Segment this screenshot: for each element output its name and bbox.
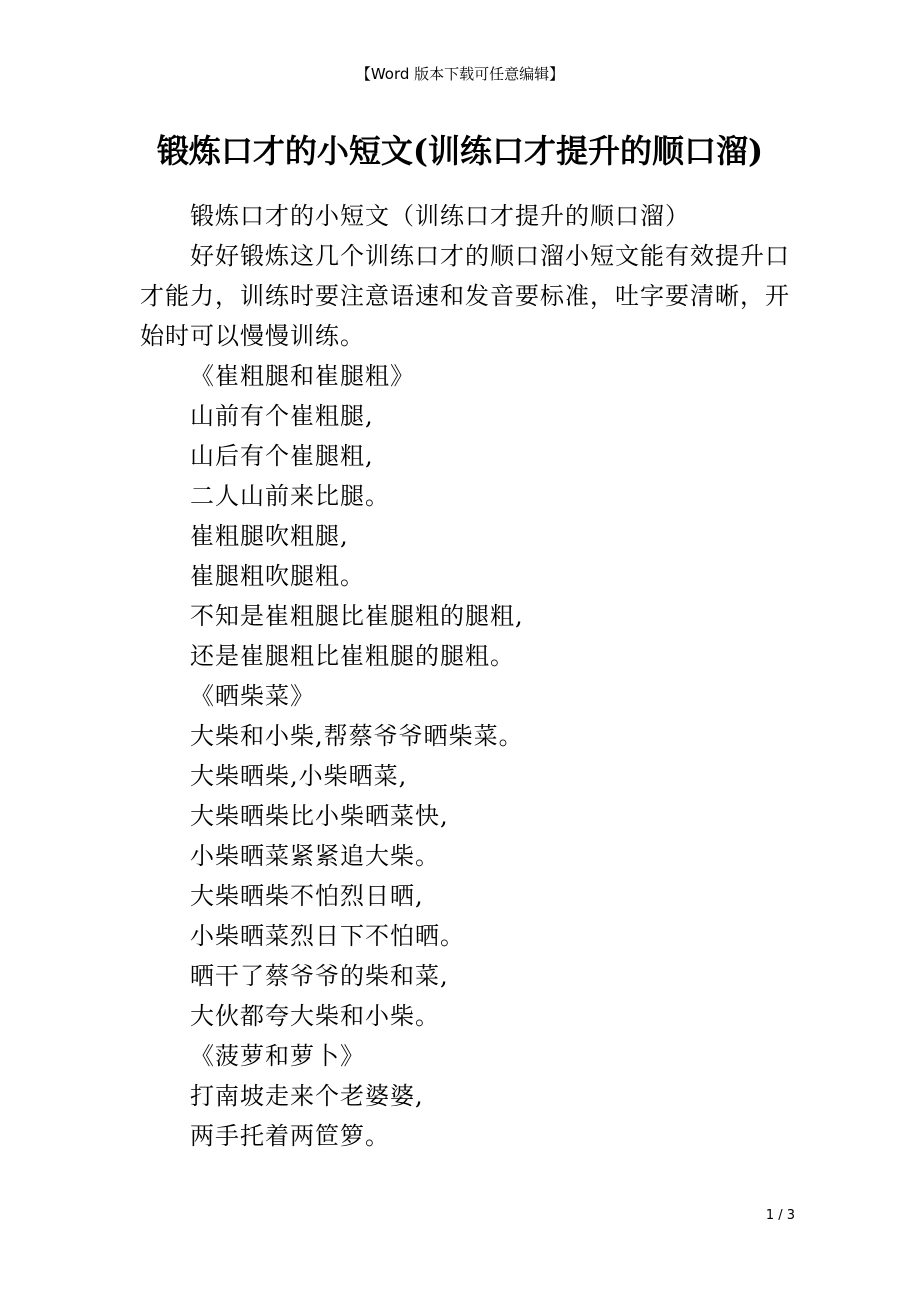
- poem-line: 大柴和小柴,帮蔡爷爷晒柴菜。: [190, 722, 524, 750]
- poem-line: 大柴晒柴,小柴晒菜,: [190, 762, 408, 790]
- poem-line: 两手托着两笸箩。: [190, 1122, 390, 1150]
- poem-title: 《晒柴菜》: [190, 682, 315, 710]
- poem-line: 崔粗腿吹粗腿,: [190, 522, 349, 550]
- poem-title: 《崔粗腿和崔腿粗》: [190, 362, 415, 390]
- poem-line: 山后有个崔腿粗,: [190, 442, 374, 470]
- poem-line: 还是崔腿粗比崔粗腿的腿粗。: [190, 642, 515, 670]
- document-title: 锻炼口才的小短文(训练口才提升的顺口溜): [156, 132, 764, 170]
- poem-line: 大伙都夸大柴和小柴。: [190, 1002, 440, 1030]
- poem-line: 小柴晒菜烈日下不怕晒。: [190, 922, 465, 950]
- poem-line: 二人山前来比腿。: [190, 482, 390, 510]
- poem-line: 崔腿粗吹腿粗。: [190, 562, 365, 590]
- poem-line: 小柴晒菜紧紧追大柴。: [190, 842, 440, 870]
- document-body: [140, 196, 790, 1156]
- page-number: 1 / 3: [765, 1208, 795, 1223]
- poem-title: 《菠萝和萝卜》: [190, 1042, 365, 1070]
- poem-line: 大柴晒柴不怕烈日晒,: [190, 882, 424, 910]
- poem-line: 山前有个崔粗腿,: [190, 402, 374, 430]
- header-banner: 【Word 版本下载可任意编辑】: [355, 65, 565, 83]
- paragraph: 锻炼口才的小短文（训练口才提升的顺口溜）: [190, 202, 690, 230]
- poem-line: 大柴晒柴比小柴晒菜快,: [190, 802, 449, 830]
- paragraph: 好好锻炼这几个训练口才的顺口溜小短文能有效提升口才能力，训练时要注意语速和发音要标准，吐字要清晰，开始时可以慢慢训练。: [140, 242, 790, 350]
- poem-line: 不知是崔粗腿比崔腿粗的腿粗,: [190, 602, 524, 630]
- poem-line: 晒干了蔡爷爷的柴和菜,: [190, 962, 449, 990]
- poem-line: 打南坡走来个老婆婆,: [190, 1082, 424, 1110]
